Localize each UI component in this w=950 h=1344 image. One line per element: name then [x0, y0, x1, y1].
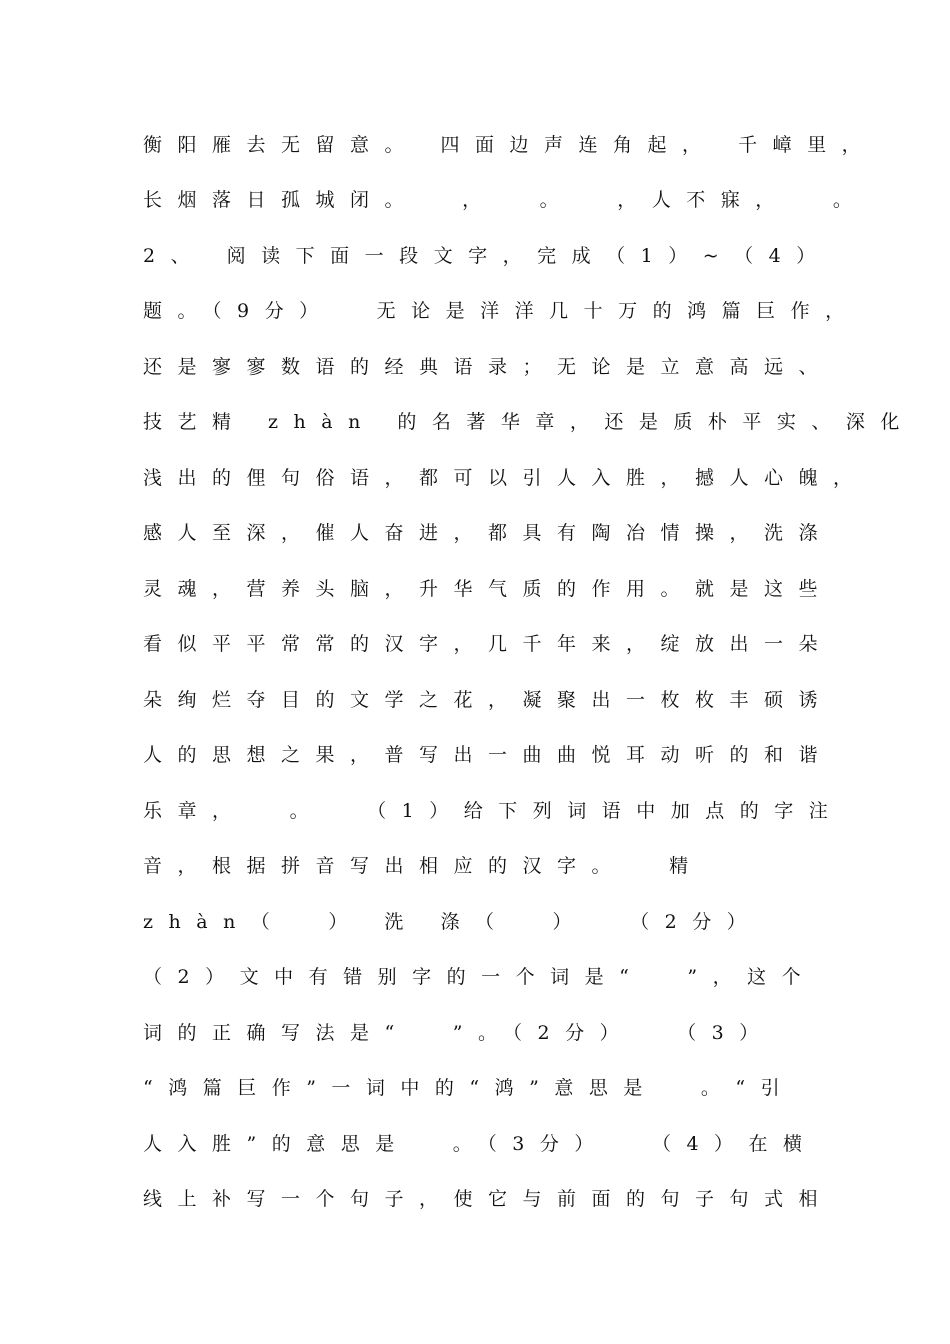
text-line: 题。（9分） 无论是洋洋几十万的鸿篇巨作，: [143, 300, 860, 322]
text-line: 还是寥寥数语的经典语录；无论是立意高远、: [143, 356, 834, 378]
text-line: 灵魂，营养头脑，升华气质的作用。就是这些: [143, 578, 834, 600]
text-line: 词的正确写法是“ ”。（2分） （3）: [143, 1022, 774, 1044]
text-line: “鸿篇巨作”一词中的“鸿”意思是 。“引: [143, 1077, 796, 1099]
text-line: （2）文中有错别字的一个词是“ ”，这个: [143, 966, 817, 988]
text-line: zhàn（ ） 洗 涤（ ） （2分）: [143, 911, 762, 933]
text-line: 乐章， 。 （1）给下列词语中加点的字注: [143, 800, 844, 822]
text-line: 感人至深，催人奋进，都具有陶冶情操，洗涤: [143, 522, 834, 544]
text-line: 2、 阅读下面一段文字，完成（1）~（4）: [143, 245, 831, 267]
text-line: 看似平平常常的汉字，几千年来，绽放出一朵: [143, 633, 834, 655]
text-line: 技艺精 zhàn 的名著华章，还是质朴平实、深化: [143, 411, 915, 433]
text-line: 长烟落日孤城闭。 ， 。 ，人不寐， 。: [143, 189, 868, 211]
text-line: 人入胜”的意思是 。（3分） （4）在横: [143, 1133, 818, 1155]
text-line: 浅出的俚句俗语，都可以引人入胜，撼人心魄，: [143, 467, 868, 489]
text-line: 朵绚烂夺目的文学之花，凝聚出一枚枚丰硕诱: [143, 689, 834, 711]
text-line: 音，根据拼音写出相应的汉字。 精: [143, 855, 704, 877]
text-line: 人的思想之果，普写出一曲曲悦耳动听的和谐: [143, 744, 834, 766]
text-line: 衡阳雁去无留意。 四面边声连角起， 千嶂里，: [143, 134, 877, 156]
text-line: 线上补写一个句子，使它与前面的句子句式相: [143, 1188, 834, 1210]
